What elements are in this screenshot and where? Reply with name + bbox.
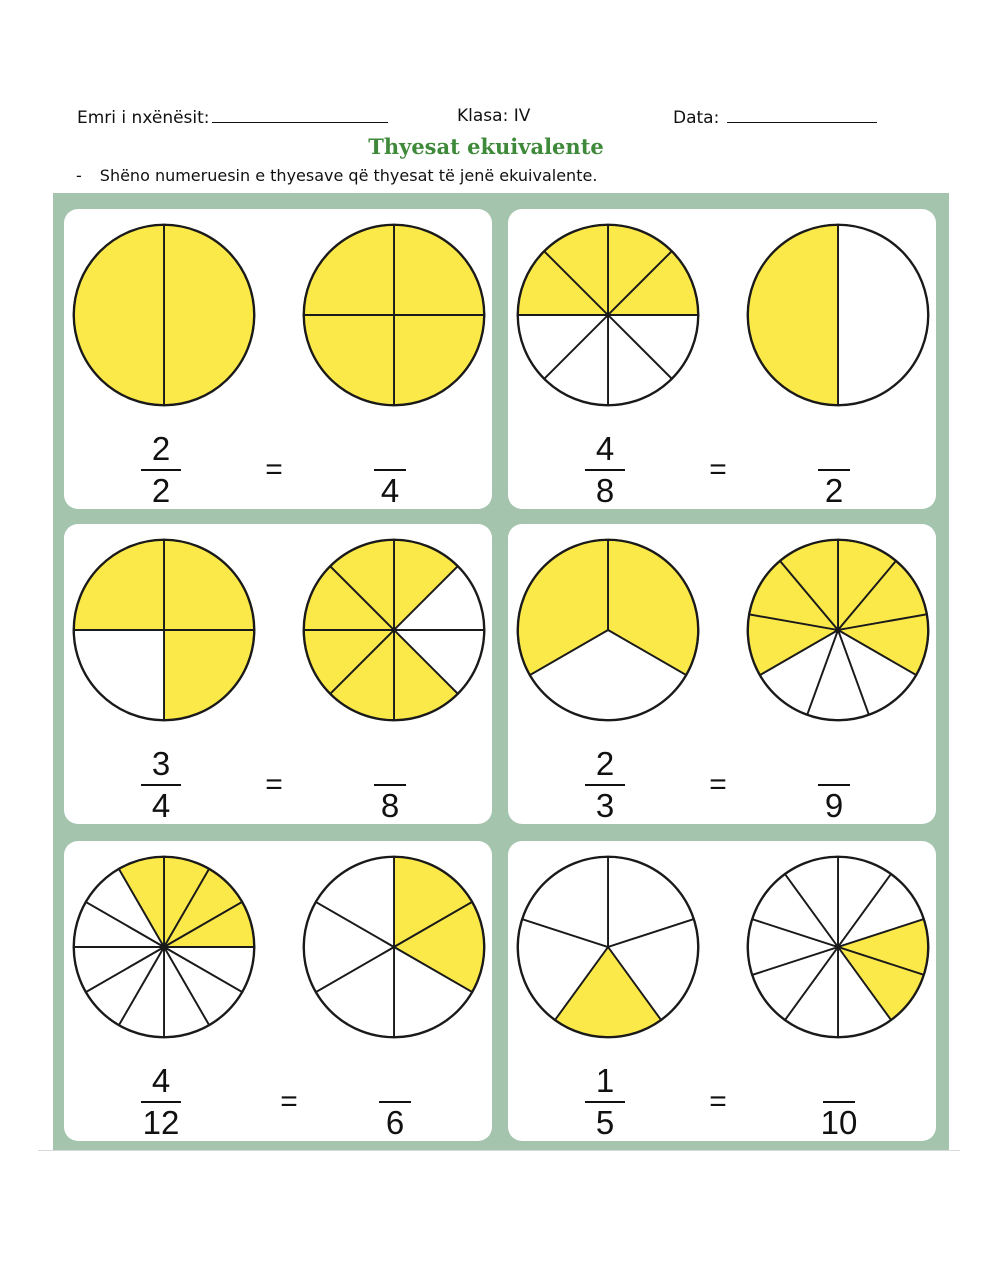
fraction-circle xyxy=(514,536,702,724)
exercise-card-4 xyxy=(508,524,936,824)
denominator: 2 xyxy=(151,472,171,509)
fraction-bar xyxy=(374,469,406,471)
pie-chart-left xyxy=(514,853,702,1041)
fraction-circle xyxy=(70,536,258,724)
exercise-card-2 xyxy=(508,209,936,509)
denominator: 8 xyxy=(595,472,615,509)
pie-chart-left xyxy=(514,221,702,409)
exercise-card-1 xyxy=(64,209,492,509)
numerator: 1 xyxy=(595,1062,615,1099)
fraction-bar xyxy=(585,1101,625,1103)
pie-chart-right xyxy=(744,853,932,1041)
given-fraction xyxy=(131,1063,191,1141)
exercise-card-5 xyxy=(64,841,492,1141)
fraction-bar xyxy=(585,469,625,471)
answer-fraction xyxy=(804,746,864,824)
fraction-circle xyxy=(744,536,932,724)
fraction-bar xyxy=(823,1101,855,1103)
numerator: 4 xyxy=(151,1062,171,1099)
instruction-text: Shëno numeruesin e thyesave që thyesat të jenë ekuivalente. xyxy=(99,166,598,185)
fraction-circle xyxy=(300,221,488,409)
equals-sign: = xyxy=(265,768,283,801)
pie-chart-left xyxy=(514,536,702,724)
fraction-circle xyxy=(744,221,932,409)
equals-sign: = xyxy=(265,453,283,486)
shaded-sector xyxy=(164,630,254,720)
student-name-label: Emri i nxënësit: xyxy=(77,106,388,128)
fraction-circle xyxy=(70,221,258,409)
fraction-circle xyxy=(744,853,932,1041)
fraction-bar xyxy=(379,1101,411,1103)
numerator-input[interactable] xyxy=(829,745,838,782)
equals-sign: = xyxy=(709,768,727,801)
date-label: Data: xyxy=(673,106,877,128)
fraction-circle xyxy=(300,853,488,1041)
pie-chart-right xyxy=(744,536,932,724)
shaded-sector xyxy=(74,540,164,630)
exercise-card-6 xyxy=(508,841,936,1141)
pie-chart-right xyxy=(300,536,488,724)
shaded-sector xyxy=(394,225,484,315)
numerator: 3 xyxy=(151,745,171,782)
equals-sign: = xyxy=(709,453,727,486)
numerator-input[interactable] xyxy=(829,430,838,467)
fraction-bar xyxy=(818,784,850,786)
pie-chart-right xyxy=(300,853,488,1041)
denominator: 10 xyxy=(820,1104,858,1141)
fraction-circle xyxy=(70,853,258,1041)
worksheet-title: Thyesat ekuivalente xyxy=(368,134,604,159)
denominator: 5 xyxy=(595,1104,615,1141)
fraction-bar xyxy=(141,784,181,786)
pie-chart-left xyxy=(70,536,258,724)
denominator: 6 xyxy=(385,1104,405,1141)
numerator-input[interactable] xyxy=(834,1062,843,1099)
equals-sign: = xyxy=(709,1085,727,1118)
empty-sector xyxy=(74,630,164,720)
given-fraction xyxy=(131,746,191,824)
shaded-sector xyxy=(164,225,254,405)
fraction-bar xyxy=(141,469,181,471)
fraction-circle xyxy=(514,853,702,1041)
fraction-circle xyxy=(514,221,702,409)
given-fraction xyxy=(575,1063,635,1141)
fraction-circle xyxy=(300,536,488,724)
fraction-bar xyxy=(141,1101,181,1103)
denominator: 8 xyxy=(380,787,400,824)
instruction xyxy=(76,166,597,185)
fraction-bar xyxy=(374,784,406,786)
pie-chart-right xyxy=(300,221,488,409)
pie-chart-left xyxy=(70,853,258,1041)
denominator: 3 xyxy=(595,787,615,824)
given-fraction xyxy=(575,431,635,509)
answer-fraction xyxy=(365,1063,425,1141)
denominator: 12 xyxy=(142,1104,180,1141)
answer-fraction xyxy=(360,746,420,824)
fraction-bar xyxy=(585,784,625,786)
shaded-sector xyxy=(164,540,254,630)
numerator: 2 xyxy=(151,430,171,467)
denominator: 4 xyxy=(151,787,171,824)
numerator-input[interactable] xyxy=(390,1062,399,1099)
shaded-sector xyxy=(304,225,394,315)
instruction-bullet: - xyxy=(76,166,82,185)
exercise-board xyxy=(53,193,949,1151)
date-field[interactable] xyxy=(727,106,877,123)
answer-fraction xyxy=(809,1063,869,1141)
given-fraction xyxy=(131,431,191,509)
exercise-card-3 xyxy=(64,524,492,824)
shaded-sector xyxy=(304,315,394,405)
denominator: 2 xyxy=(824,472,844,509)
denominator: 4 xyxy=(380,472,400,509)
numerator-input[interactable] xyxy=(385,745,394,782)
denominator: 9 xyxy=(824,787,844,824)
student-name-field[interactable] xyxy=(212,106,388,123)
shaded-sector xyxy=(394,315,484,405)
pie-chart-left xyxy=(70,221,258,409)
page-bottom-rule xyxy=(38,1150,960,1151)
numerator-input[interactable] xyxy=(385,430,394,467)
shaded-sector xyxy=(74,225,164,405)
shaded-sector xyxy=(748,225,838,405)
equals-sign: = xyxy=(280,1085,298,1118)
empty-sector xyxy=(838,225,928,405)
pie-chart-right xyxy=(744,221,932,409)
answer-fraction xyxy=(804,431,864,509)
class-label: Klasa: IV xyxy=(457,106,531,126)
fraction-bar xyxy=(818,469,850,471)
given-fraction xyxy=(575,746,635,824)
numerator: 4 xyxy=(595,430,615,467)
numerator: 2 xyxy=(595,745,615,782)
answer-fraction xyxy=(360,431,420,509)
